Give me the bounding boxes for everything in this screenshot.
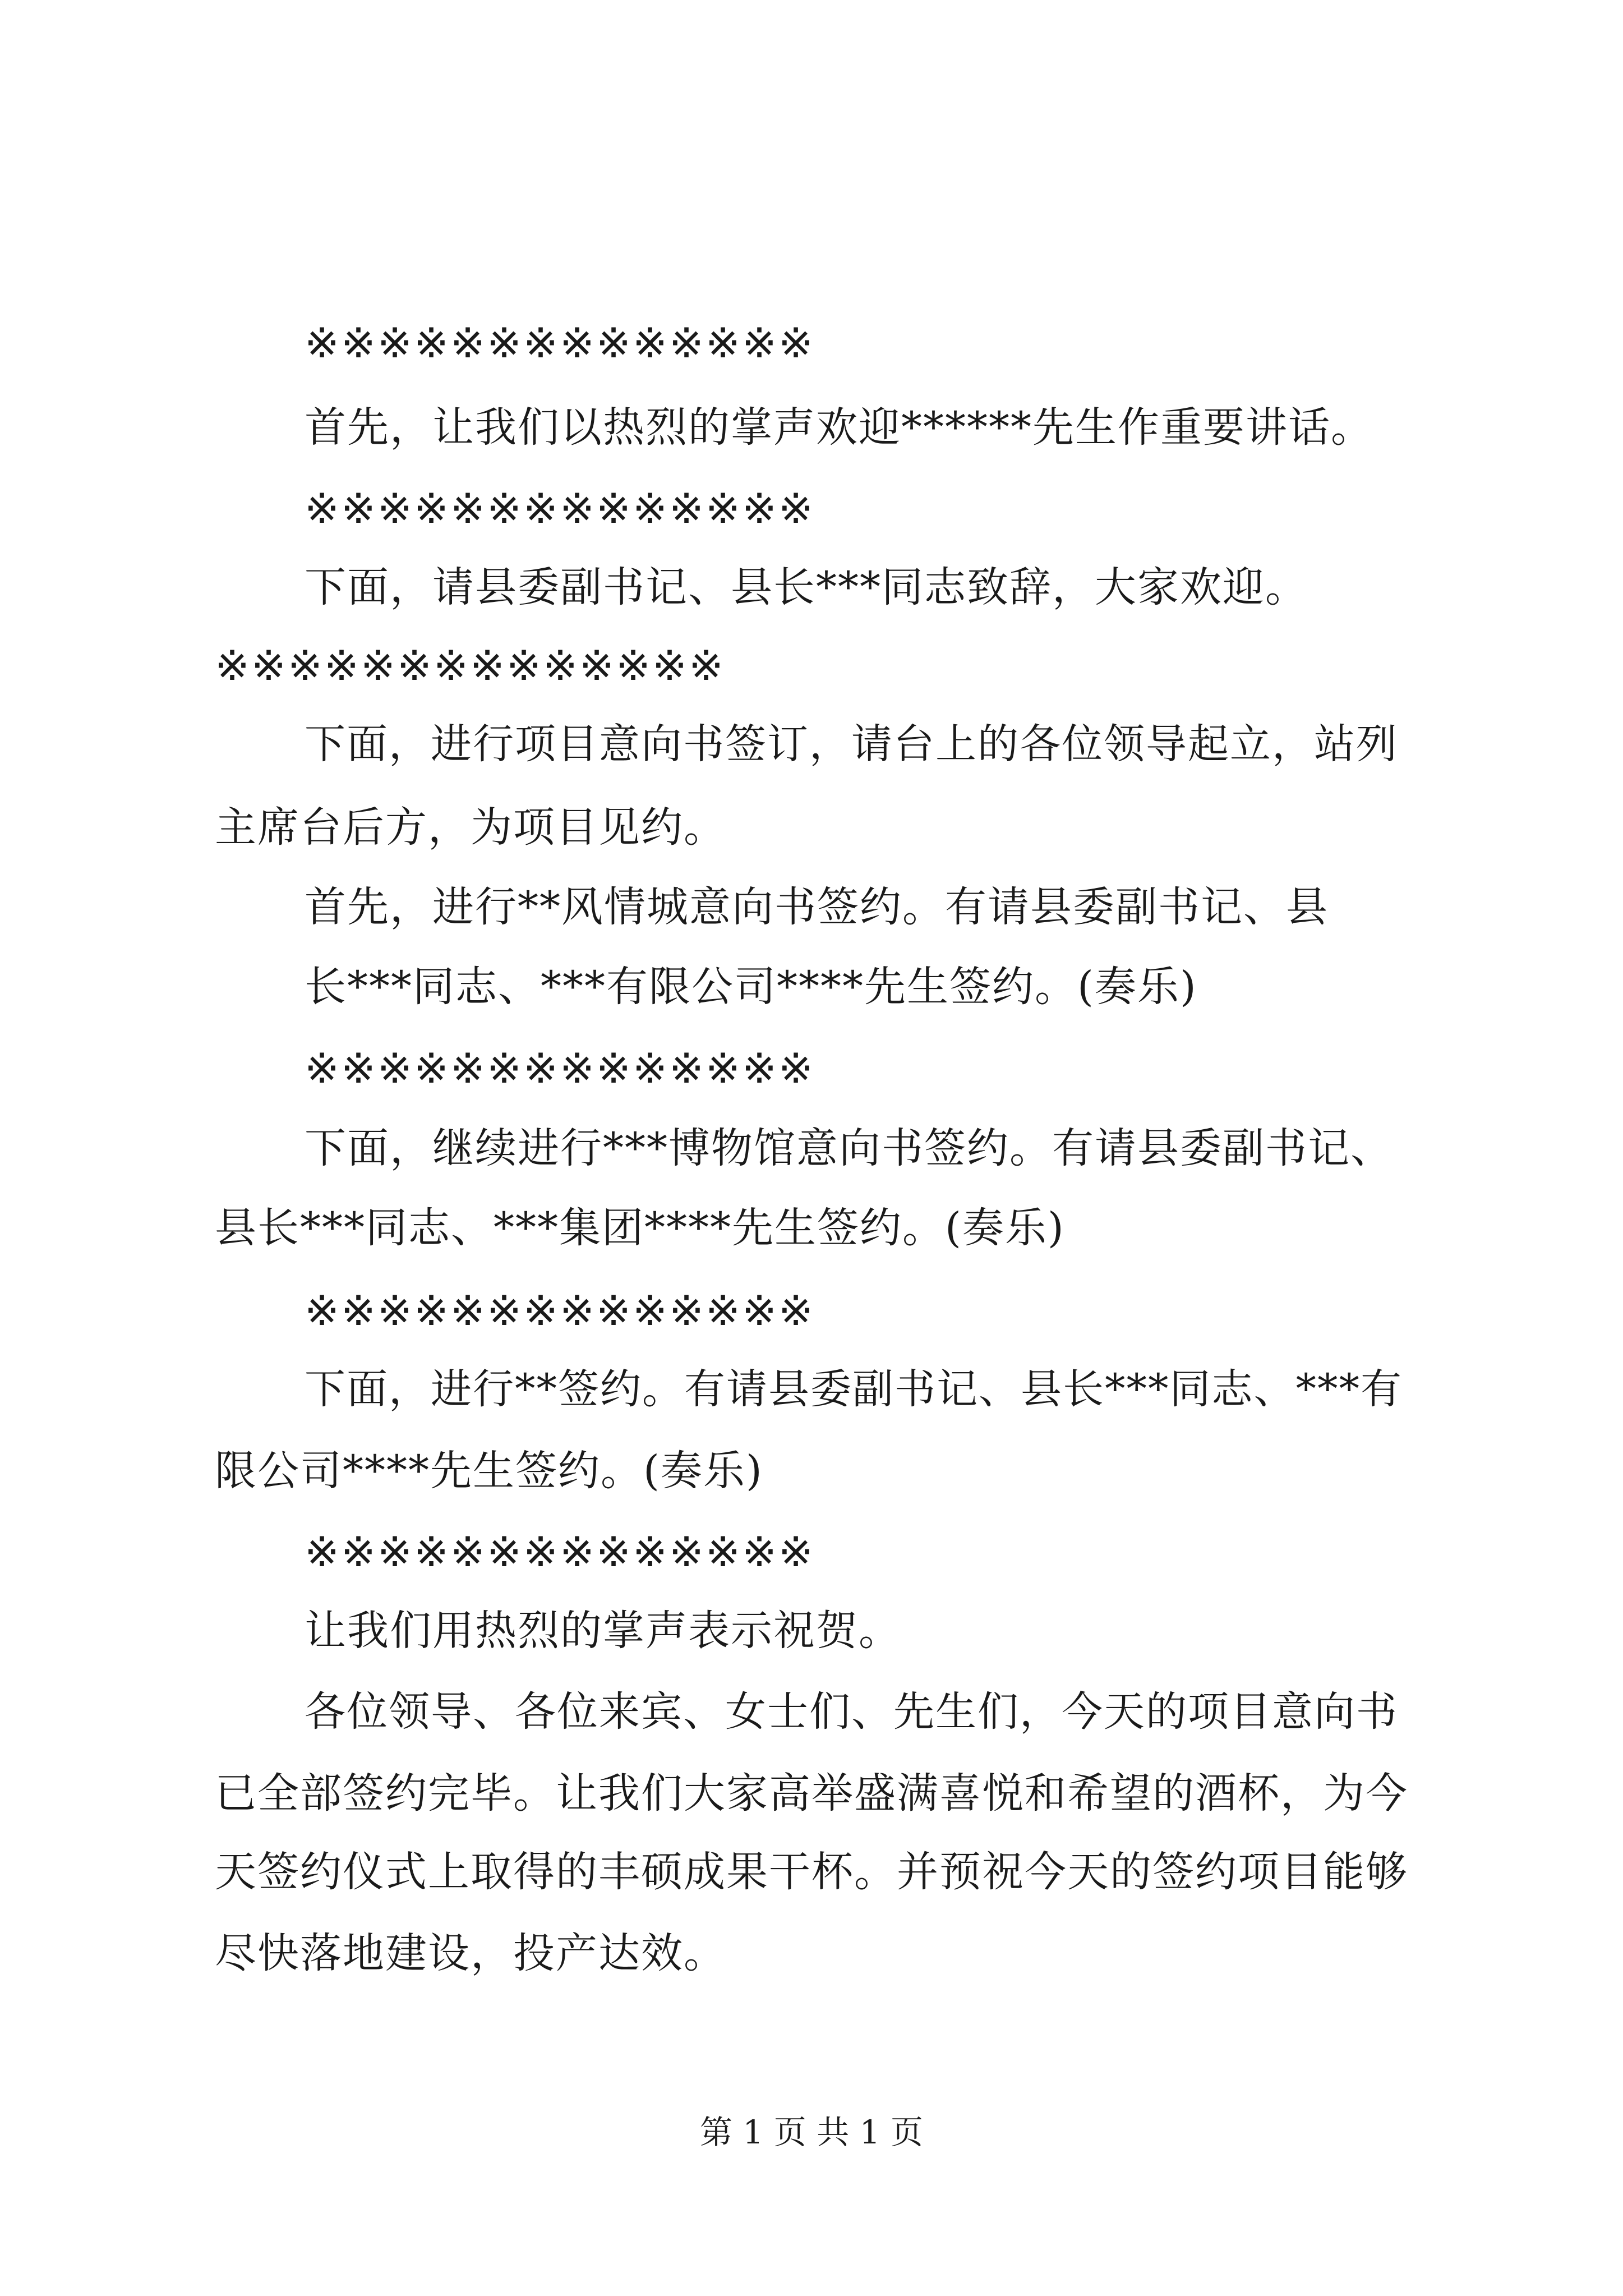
- text-line: 下面，进行**签约。有请县委副书记、县长***同志、***有: [305, 1365, 1403, 1413]
- text-line: 县长***同志、***集团****先生签约。(奏乐): [215, 1204, 1065, 1252]
- page-number-footer: 第 1 页 共 1 页: [700, 2113, 923, 2151]
- separator-line: ※※※※※※※※※※※※※※: [305, 1045, 815, 1093]
- separator-line: ※※※※※※※※※※※※※※: [305, 485, 815, 533]
- text-line: 长***同志、***有限公司****先生签约。(奏乐): [305, 963, 1197, 1011]
- text-line: 让我们用热烈的掌声表示祝贺。: [305, 1607, 901, 1655]
- text-line: 天签约仪式上取得的丰硕成果干杯。并预祝今天的签约项目能够: [215, 1848, 1408, 1896]
- text-line: 各位领导、各位来宾、女士们、先生们，今天的项目意向书: [305, 1688, 1398, 1736]
- separator-line: ※※※※※※※※※※※※※※: [305, 1287, 815, 1335]
- text-line: 首先，进行**风情城意向书签约。有请县委副书记、县: [305, 883, 1329, 931]
- text-line: 下面，请县委副书记、县长***同志致辞，大家欢迎。: [305, 563, 1308, 611]
- text-line: 首先，让我们以热烈的掌声欢迎******先生作重要讲话。: [305, 403, 1373, 452]
- text-line: 已全部签约完毕。让我们大家高举盛满喜悦和希望的酒杯，为今: [215, 1769, 1408, 1818]
- separator-line: ※※※※※※※※※※※※※※: [305, 319, 815, 367]
- text-line: 限公司****先生签约。(奏乐): [215, 1447, 763, 1495]
- text-line: 下面，进行项目意向书签订，请台上的各位领导起立，站列: [305, 720, 1398, 768]
- separator-line: ※※※※※※※※※※※※※※: [215, 642, 726, 690]
- separator-line: ※※※※※※※※※※※※※※: [305, 1528, 815, 1576]
- text-line: 下面，继续进行***博物馆意向书签约。有请县委副书记、: [305, 1124, 1393, 1172]
- text-line: 主席台后方，为项目见约。: [215, 803, 726, 852]
- text-line: 尽快落地建设，投产达效。: [215, 1929, 726, 1977]
